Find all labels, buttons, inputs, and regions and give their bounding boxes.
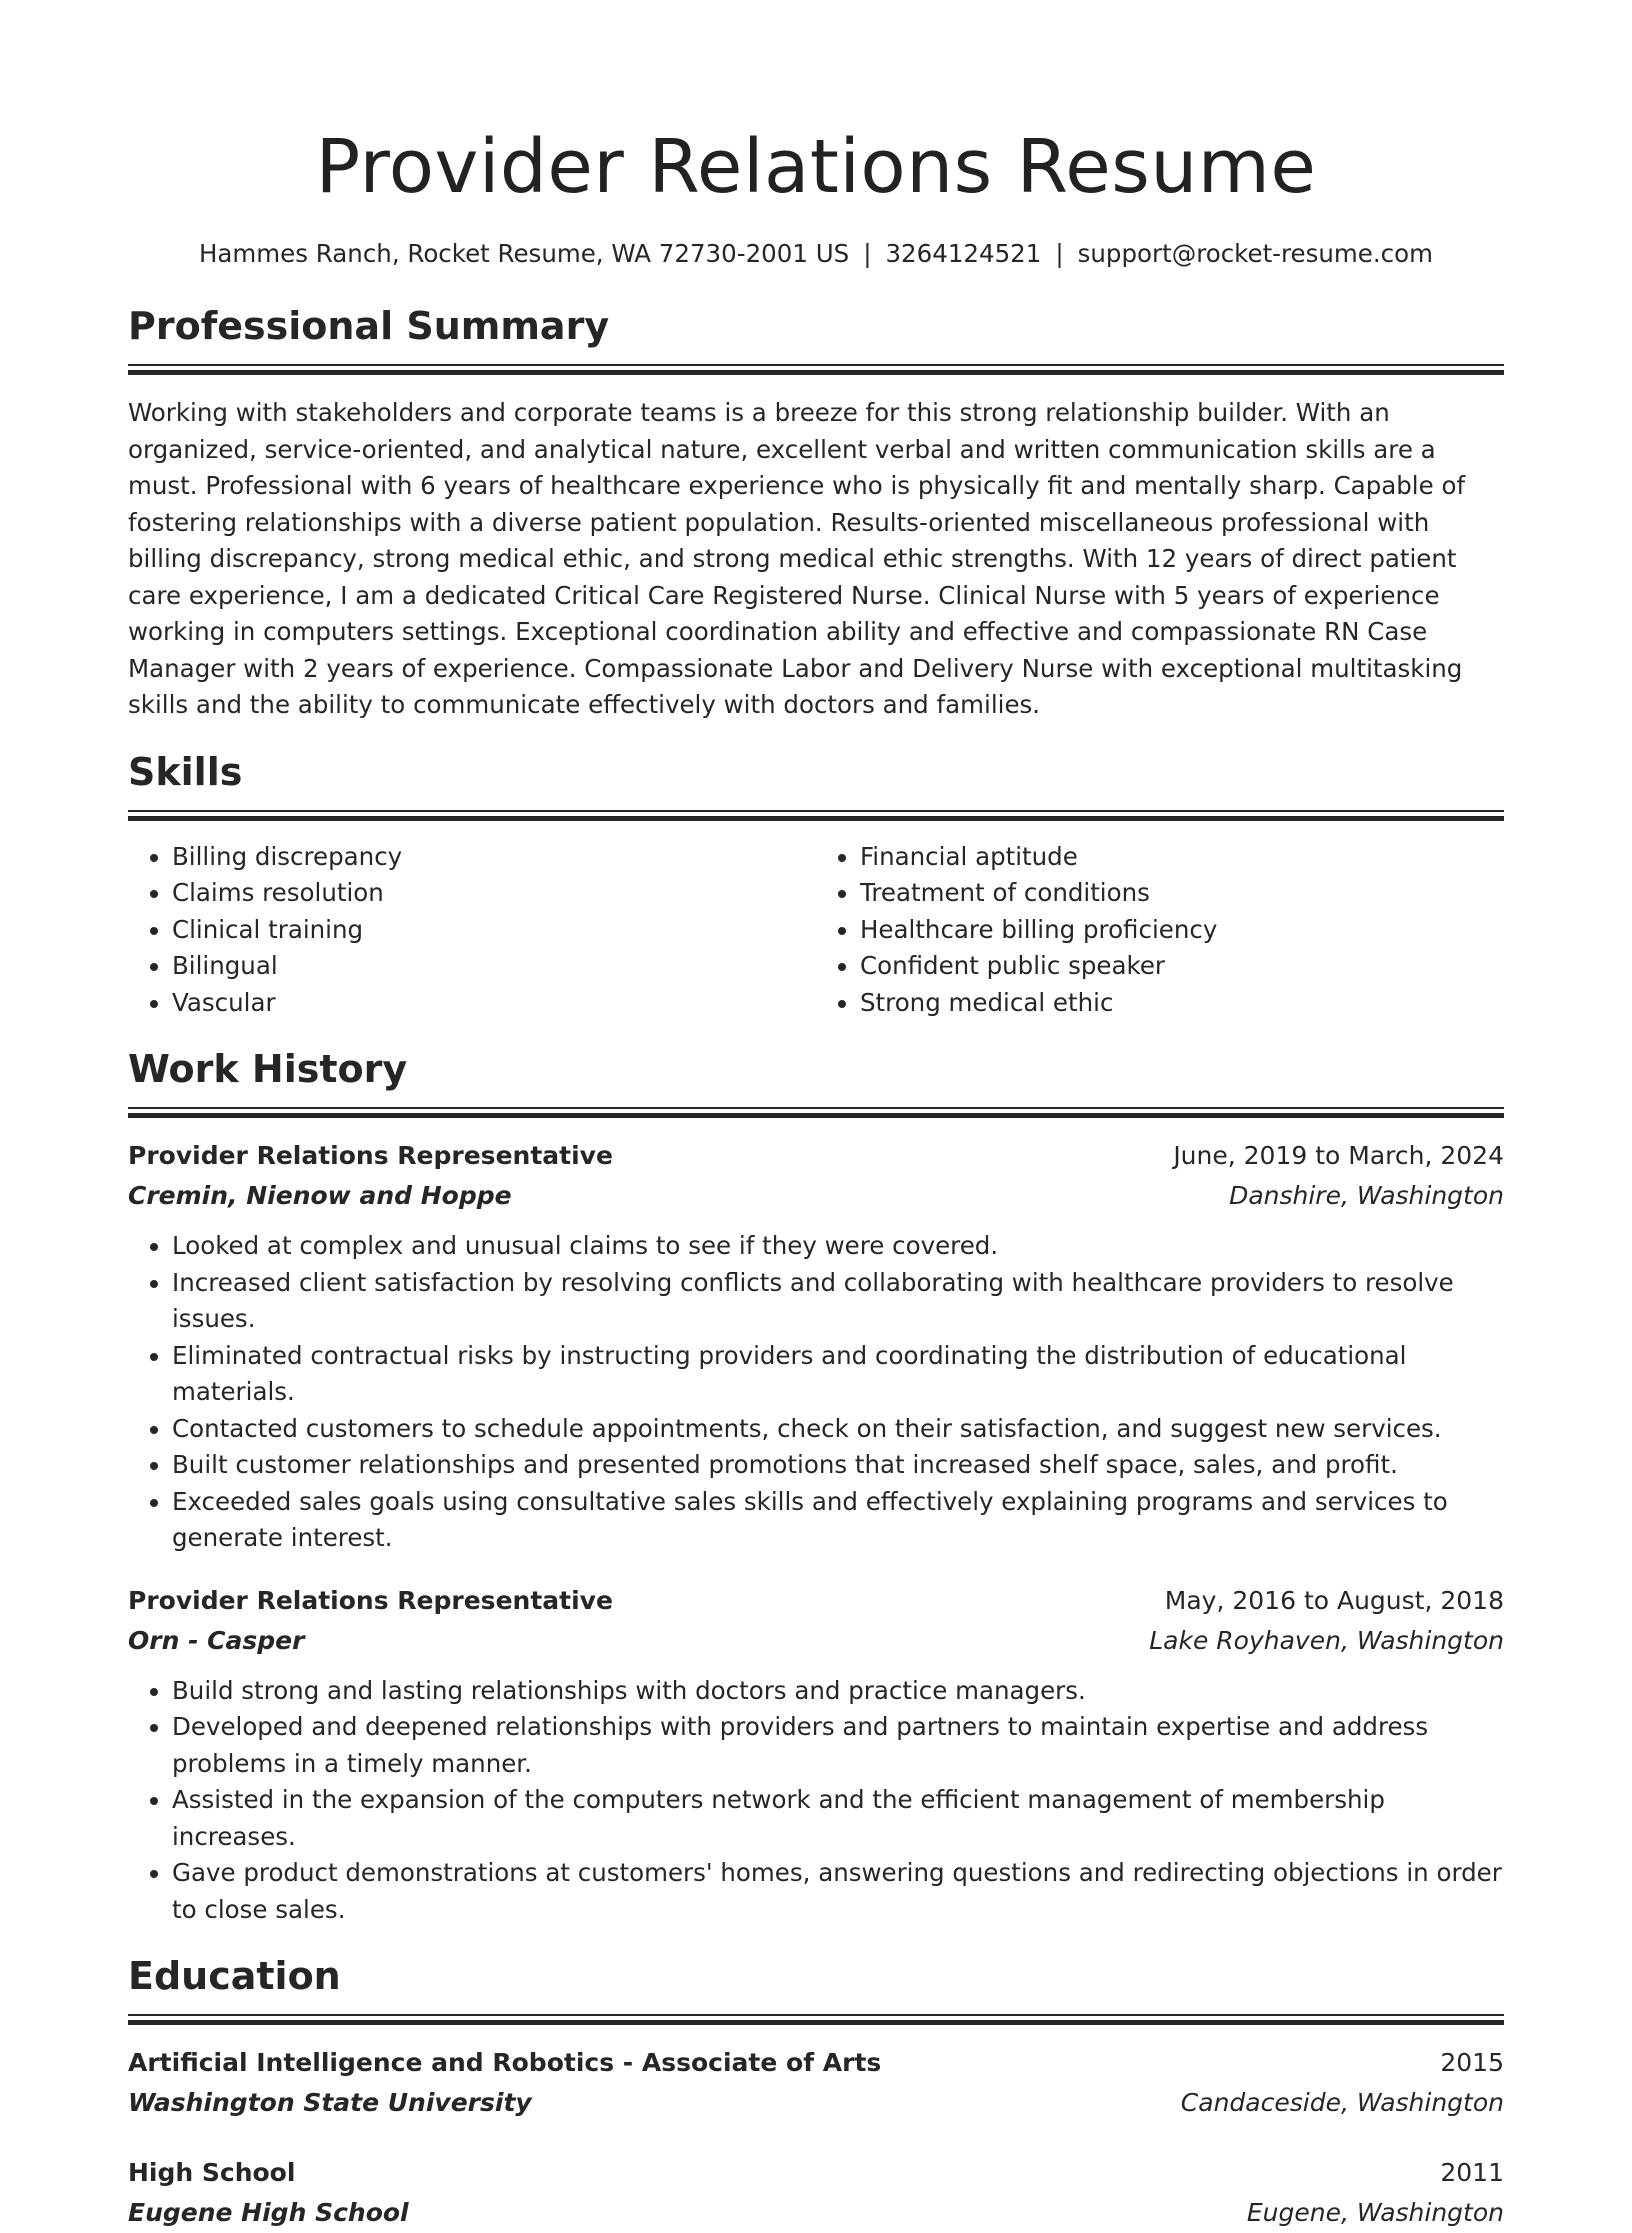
section-heading-summary: Professional Summary <box>128 304 610 348</box>
education-school: Washington State University <box>128 2088 532 2117</box>
education-header <box>128 2153 1504 2193</box>
job-title: Provider Relations Representative <box>128 1141 613 1170</box>
job-title: Provider Relations Representative <box>128 1585 613 1615</box>
job-dates: June, 2019 to March, 2024 <box>1173 1141 1504 1170</box>
contact-address: Hammes Ranch, Rocket Resume, WA 72730-2001 US <box>199 239 850 268</box>
education-subheader <box>128 2193 1504 2233</box>
skill-item: • Bilingual <box>172 948 816 985</box>
education-year: 2011 <box>1440 2158 1504 2187</box>
education-degree: High School <box>128 2158 296 2187</box>
section-heading-skills: Skills <box>128 749 243 794</box>
section-heading-education: Education <box>128 1954 341 1998</box>
skill-item: • Financial aptitude <box>860 839 1504 876</box>
education-location: Eugene, Washington <box>1246 2198 1504 2227</box>
job-duty: • Gave product demonstrations at customers' homes, answering questions and redirecting objections in order to close sales. <box>172 1855 1504 1928</box>
education-header <box>128 2043 1504 2083</box>
section-divider <box>128 364 1504 375</box>
job-location: Danshire, Washington <box>1229 1181 1504 1210</box>
contact-phone: 3264124521 <box>885 239 1042 268</box>
job-company: Cremin, Nienow and Hoppe <box>128 1181 512 1210</box>
skill-item: • Clinical training <box>172 912 816 949</box>
skill-item: • Billing discrepancy <box>172 839 816 876</box>
job-duty: • Eliminated contractual risks by instructing providers and coordinating the distribution of educational materials. <box>172 1338 1504 1411</box>
job-duties <box>128 1228 1504 1557</box>
contact-separator: | <box>1055 239 1064 268</box>
job-dates: May, 2016 to August, 2018 <box>1164 1585 1504 1615</box>
job-header <box>128 1581 1504 1621</box>
job-duty: • Assisted in the expansion of the computers network and the efficient management of membership increases. <box>172 1782 1504 1855</box>
skill-item: • Vascular <box>172 985 816 1022</box>
job-company: Orn - Casper <box>128 1625 305 1655</box>
job-duty: • Contacted customers to schedule appointments, check on their satisfaction, and suggest new services. <box>172 1411 1504 1448</box>
resume-title: Provider Relations Resume <box>315 124 1317 210</box>
job-subheader <box>128 1621 1504 1661</box>
job-duties <box>128 1673 1504 1929</box>
job-duty: • Exceeded sales goals using consultative sales skills and effectively explaining programs and services to generate interest. <box>172 1484 1504 1557</box>
skill-item: • Confident public speaker <box>860 948 1504 985</box>
job-duty: • Build strong and lasting relationships with doctors and practice managers. <box>172 1673 1504 1710</box>
job-subheader <box>128 1176 1504 1216</box>
contact-email: support@rocket-resume.com <box>1077 239 1433 268</box>
skill-item: • Healthcare billing proficiency <box>860 912 1504 949</box>
job-duty: • Built customer relationships and presented promotions that increased shelf space, sales, and profit. <box>172 1447 1504 1484</box>
skills-column-right <box>816 839 1504 1022</box>
job-duty: • Developed and deepened relationships with providers and partners to maintain expertise and address problems in a timely manner. <box>172 1709 1504 1782</box>
education-subheader <box>128 2083 1504 2123</box>
section-divider <box>128 1107 1504 1118</box>
job-duty: • Looked at complex and unusual claims to see if they were covered. <box>172 1228 1504 1265</box>
education-school: Eugene High School <box>128 2198 409 2227</box>
job-entry <box>128 1581 1504 1929</box>
education-entry <box>128 2043 1504 2123</box>
section-heading-work-history: Work History <box>128 1047 408 1091</box>
contact-separator: | <box>863 239 872 268</box>
work-history-section <box>128 1043 1504 1928</box>
education-year: 2015 <box>1440 2048 1504 2077</box>
skills-section <box>128 746 1504 1022</box>
job-header <box>128 1136 1504 1176</box>
education-entry <box>128 2153 1504 2233</box>
education-degree: Artificial Intelligence and Robotics - Associate of Arts <box>128 2048 882 2077</box>
skill-item: • Strong medical ethic <box>860 985 1504 1022</box>
contact-line <box>128 236 1504 272</box>
skill-item: • Treatment of conditions <box>860 875 1504 912</box>
summary-section <box>128 300 1504 724</box>
section-divider <box>128 2014 1504 2025</box>
job-entry <box>128 1136 1504 1557</box>
section-divider <box>128 810 1504 821</box>
summary-text: Working with stakeholders and corporate teams is a breeze for this strong relationship builder. With an organized, service-oriented, and analytical nature, excellent verbal and written communication skills are a must. Professional with 6 years of healthcare experience who is physically fit and mentally sharp. Capable of fostering relationships with a diverse patient population. Results-oriented miscellaneous professional with billing discrepancy, strong medical ethic, and strong medical ethic strengths. With 12 years of direct patient care experience, I am a dedicated Critical Care Registered Nurse. Clinical Nurse with 5 years of experience working in computers settings. Exceptional coordination ability and effective and compassionate RN Case Manager with 2 years of experience. Compassionate Labor and Delivery Nurse with exceptional multitasking skills and the ability to communicate effectively with doctors and families. <box>128 398 1466 719</box>
job-duty: • Increased client satisfaction by resolving conflicts and collaborating with healthcare providers to resolve issues. <box>172 1265 1504 1338</box>
education-location: Candaceside, Washington <box>1180 2088 1504 2117</box>
skill-item: • Claims resolution <box>172 875 816 912</box>
job-location: Lake Royhaven, Washington <box>1149 1625 1504 1655</box>
education-section <box>128 1950 1504 2233</box>
skills-column-left <box>128 839 816 1022</box>
skills-list <box>128 839 1504 1022</box>
